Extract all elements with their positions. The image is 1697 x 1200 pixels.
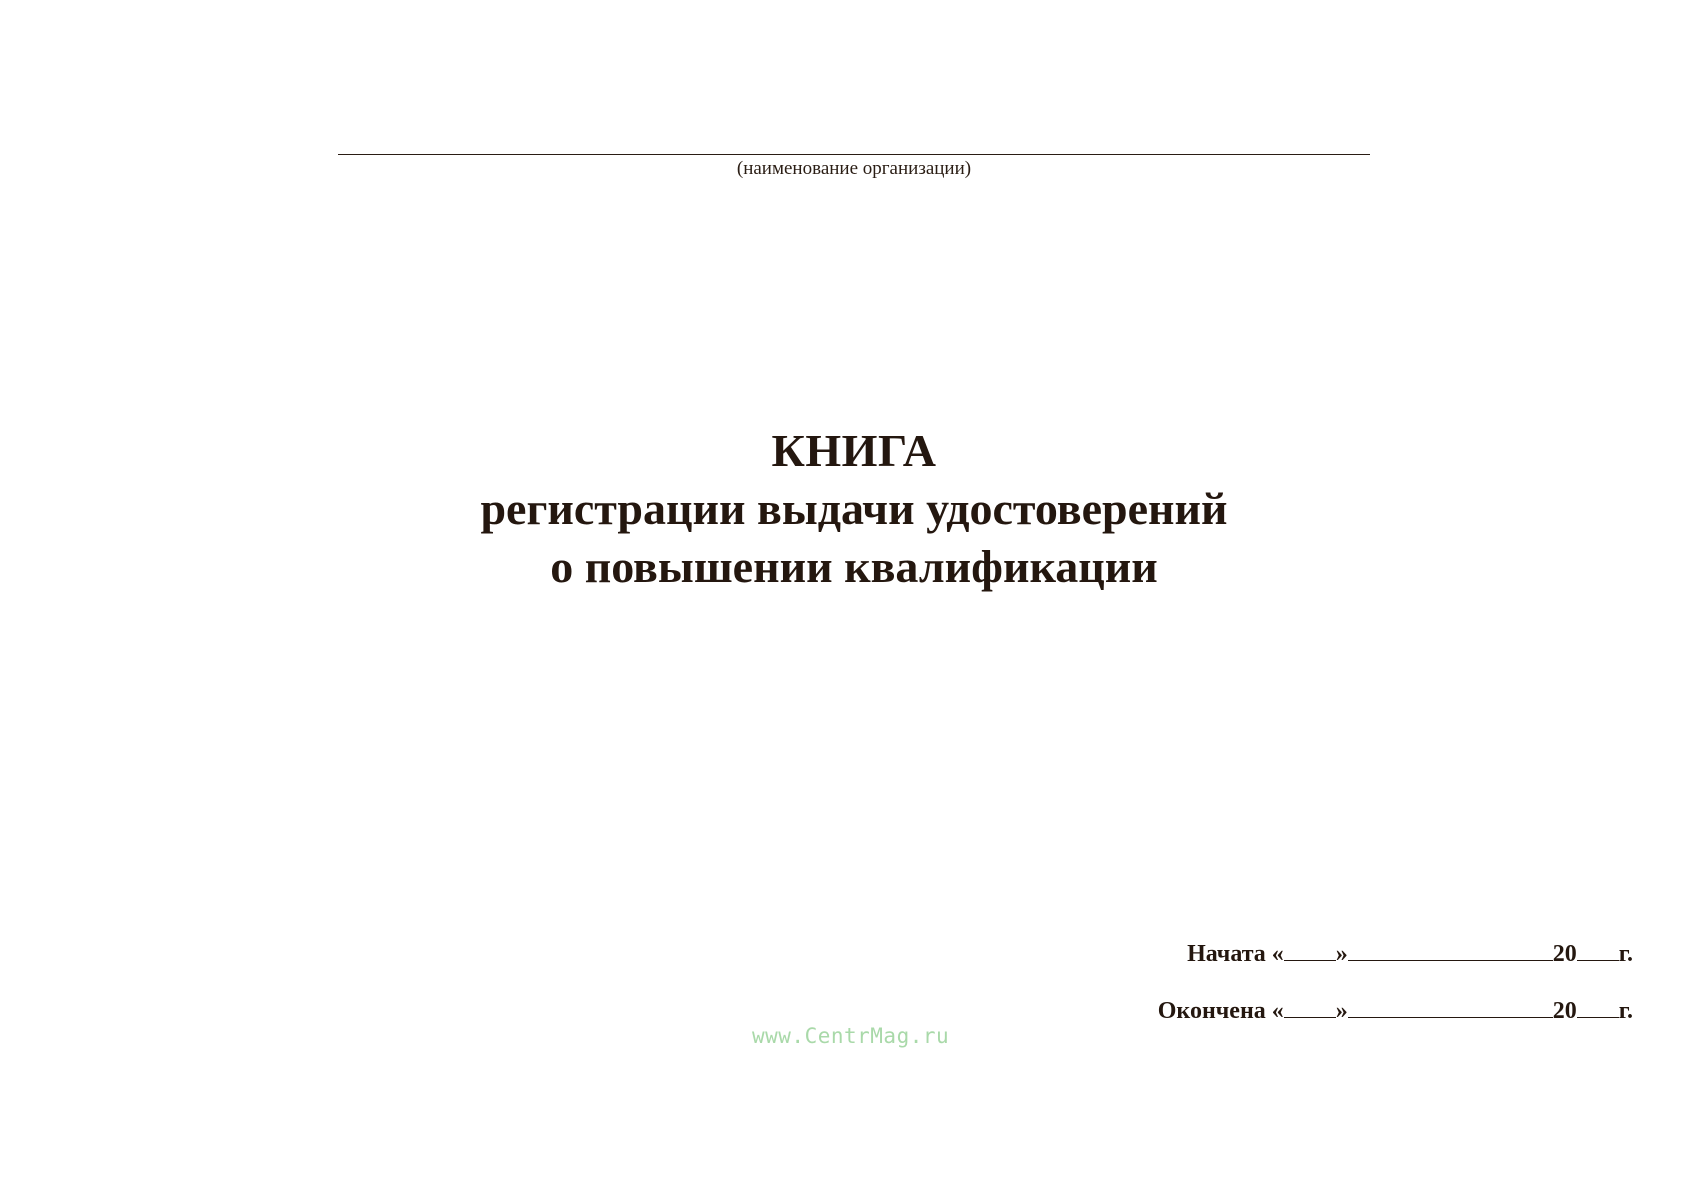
start-date-label: Начата « [1187,941,1284,967]
end-quote-close: » [1335,998,1348,1024]
watermark: www.CentrMag.ru [752,1024,950,1048]
start-year-prefix: 20 [1552,941,1577,967]
organization-name-line [338,154,1370,155]
end-date-label: Окончена « [1157,998,1284,1024]
start-year-suffix: г. [1618,941,1633,967]
end-month-blank [1348,995,1553,1018]
start-day-blank [1284,938,1336,961]
organization-caption: (наименование организации) [736,158,972,179]
end-year-blank [1577,995,1619,1018]
end-day-blank [1284,995,1336,1018]
end-year-prefix: 20 [1552,998,1577,1024]
start-year-blank [1577,938,1619,961]
start-month-blank [1348,938,1553,961]
start-quote-close: » [1335,941,1348,967]
end-year-suffix: г. [1618,998,1633,1024]
date-fields [1158,938,1633,1052]
title-line-2: регистрации выдачи удостоверений [480,483,1228,534]
start-date-row [1158,938,1633,969]
title-line-1: КНИГА [771,425,937,476]
end-date-row [1158,995,1633,1026]
document-title [300,422,1408,596]
title-line-3: о повышении квалификации [550,541,1158,592]
